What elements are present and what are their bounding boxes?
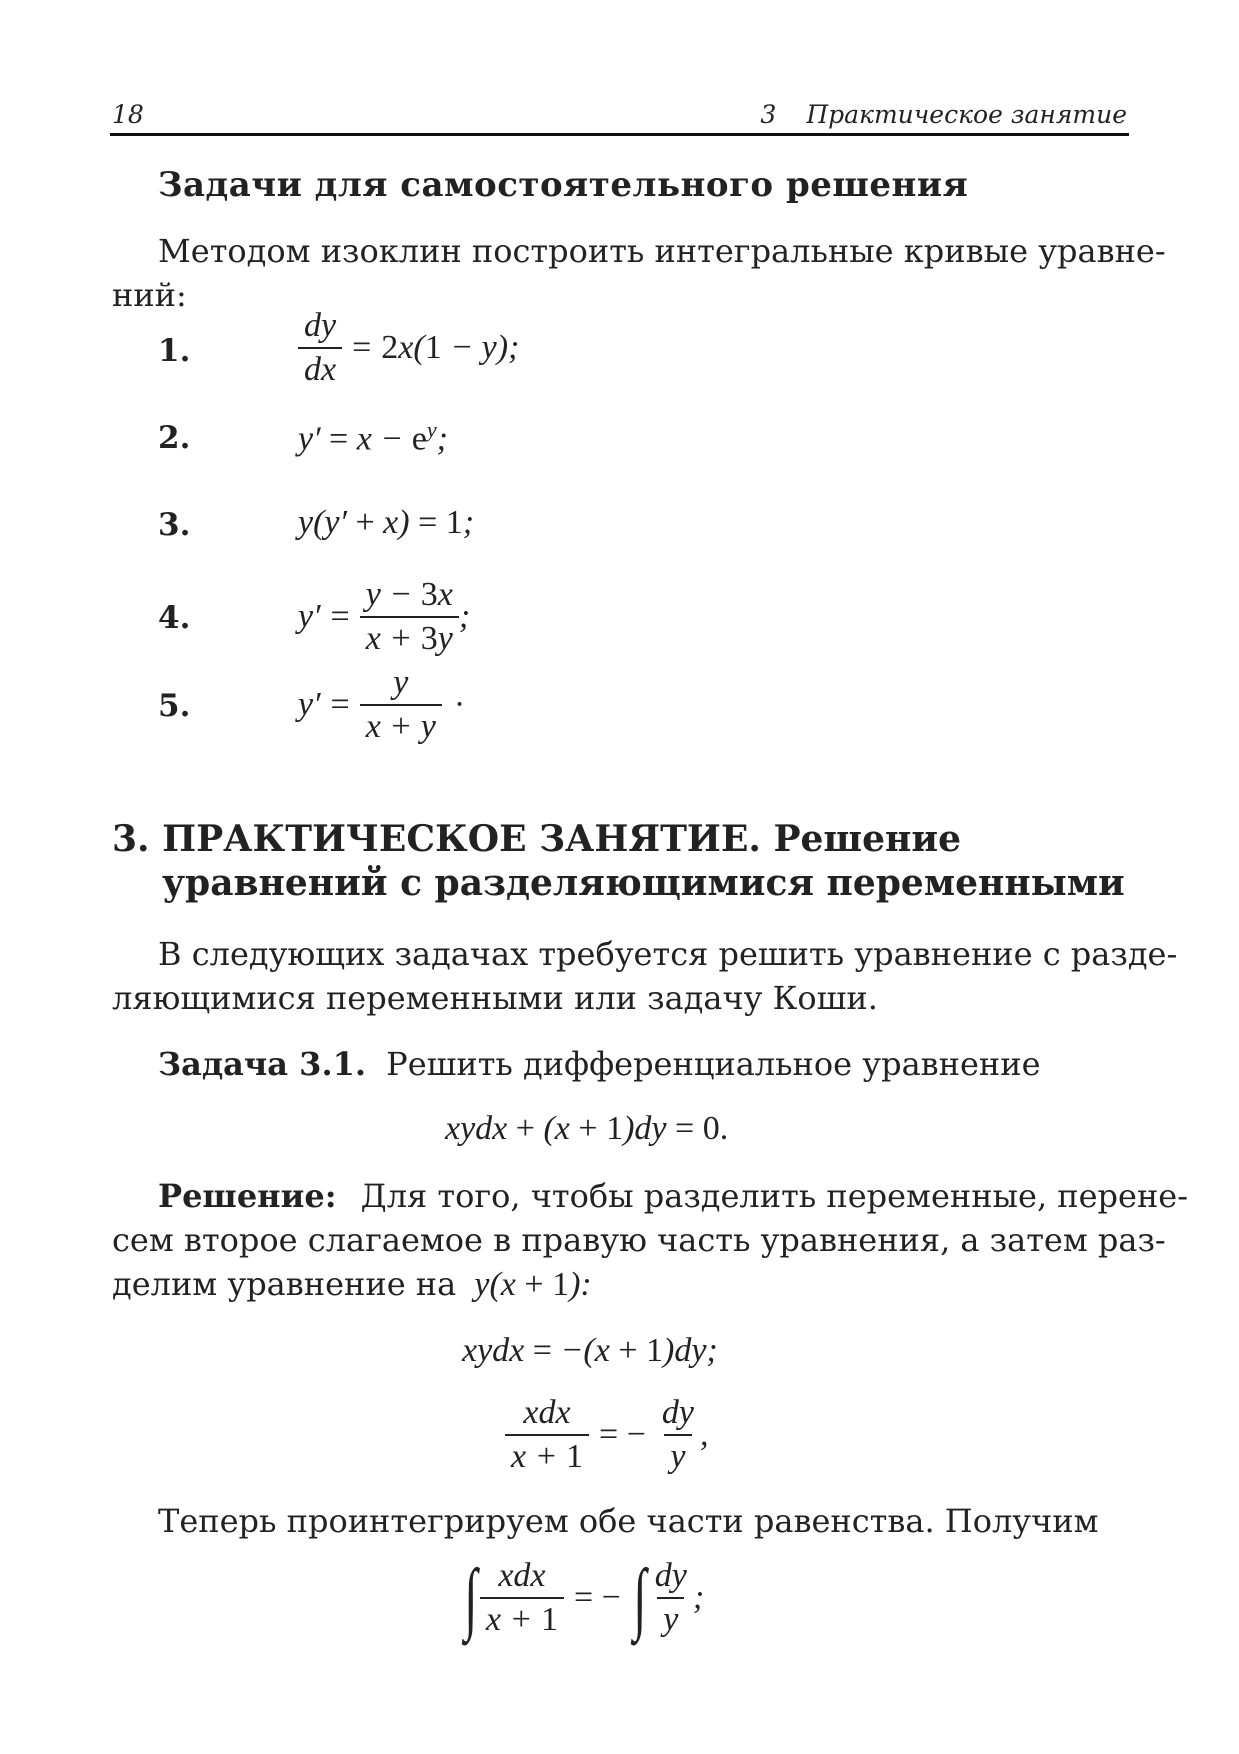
page-number: 18 [112,100,144,129]
integrate-text: Теперь проинтегрируем обе части равенства. Получим [158,1502,1099,1540]
exercise-label: 1. [158,333,191,369]
exercises-intro-line2: ний: [112,276,187,314]
section-heading-line1: 3. ПРАКТИЧЕСКОЕ ЗАНЯТИЕ. Решение [112,818,961,860]
task-text: Решить дифференциальное уравнение [386,1045,1041,1083]
equation-step2: $\frac{\text{xdx}}{x + 1}$ = − $\frac{dy}{y}$ , [505,1392,709,1478]
equation-step1: xydx = −(x + 1)dy; [462,1332,718,1369]
header-rule [110,133,1129,136]
exercise-5-formula: y′ = $\frac{y}{x + y}$ · [298,662,465,748]
solution-line1: Решение: Для того, чтобы разделить переменные, перене- [158,1177,1189,1215]
exercise-label: 3. [158,507,191,543]
exercise-1-formula: $\frac{dy}{dx}$ = 2x(1 − y); [298,305,519,391]
running-header [760,100,1127,129]
section-intro-line2: ляющимися переменными или задачу Коши. [112,979,878,1017]
exercise-4-formula: y′ = $\frac{y - 3x}{x + 3y}$ ; [298,574,470,660]
equation-integral: ∫ $\frac{\text{xdx}}{x + 1}$ = − ∫ $\frac{dy}{y}$ ; [464,1554,705,1642]
task-equation: xydx + (x + 1)dy = 0. [445,1110,729,1147]
solution-line2: сем второе слагаемое в правую часть уравнения, а затем раз- [112,1221,1166,1259]
exercises-intro-line1: Методом изоклин построить интегральные кривые уравне- [158,232,1166,270]
task-label: Задача 3.1. [158,1045,366,1083]
section-intro-line1: В следующих задачах требуется решить уравнение с разде- [158,935,1178,973]
exercise-3-formula: y(y′ + x) = 1; [298,504,475,541]
solution-line3: делим уравнение на y(x + 1): [112,1265,592,1303]
chapter-number: 3 [760,100,777,129]
solution-label: Решение: [158,1177,337,1215]
chapter-title: Практическое занятие [806,100,1127,129]
exercises-heading: Задачи для самостоятельного решения [158,165,969,205]
exercise-label: 5. [158,688,191,724]
exercise-label: 4. [158,600,191,636]
exercise-2-formula: $y' = x - e^y$; [298,417,448,458]
exercise-label: 2. [158,420,191,456]
task-statement [158,1045,1041,1083]
section-heading-line2: уравнений с разделяющимися переменными [162,862,1125,904]
